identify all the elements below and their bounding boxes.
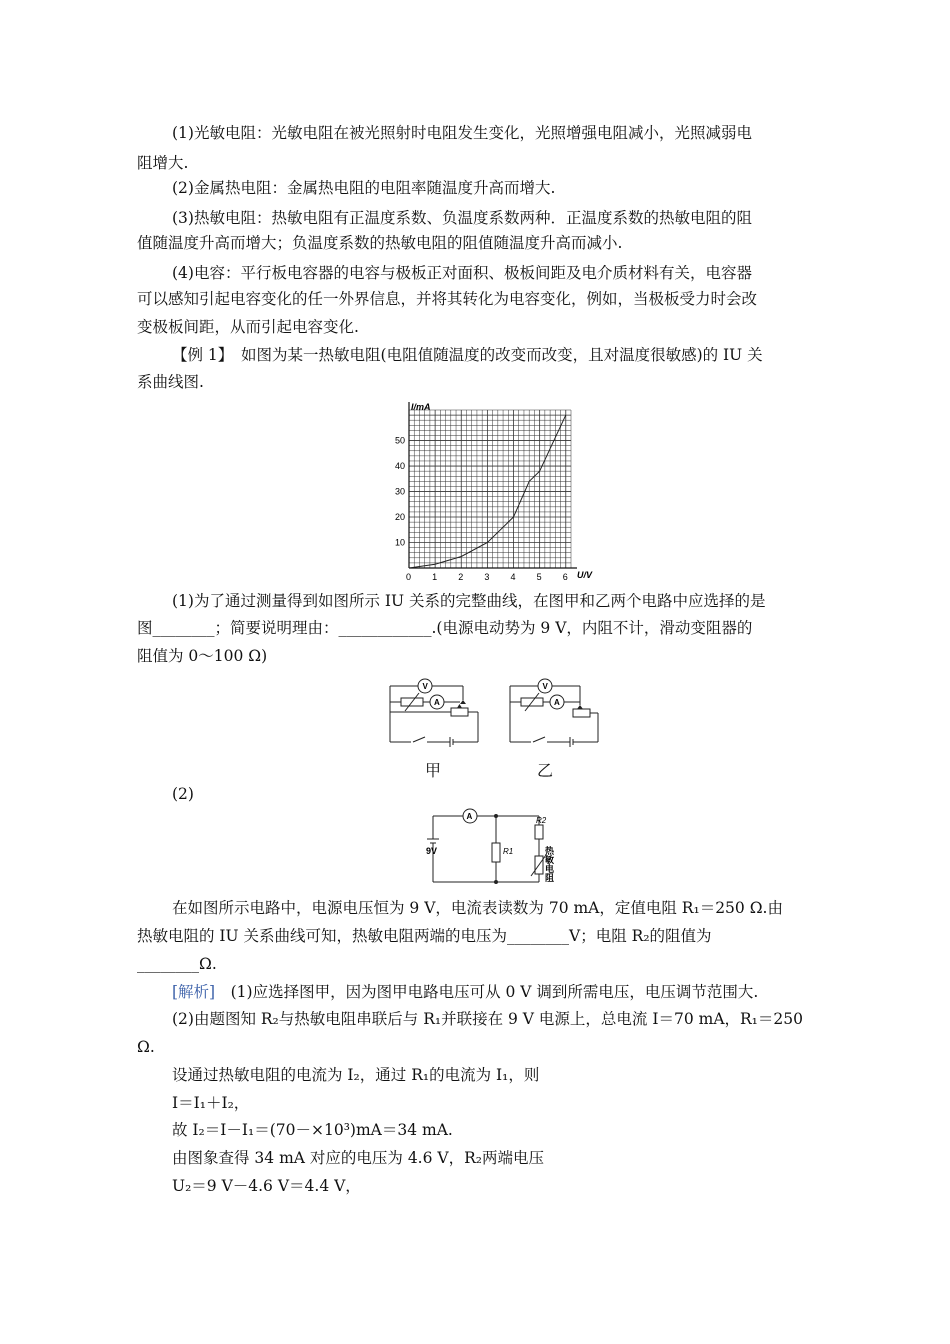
text-line: 变极板间距，从而引起电容变化. [137,318,359,336]
circuit-jia [385,675,485,750]
example-heading: 【例 1】 如图为某一热敏电阻(电阻值随温度的改变而改变，且对温度很敏感)的 IU 关 [172,346,763,364]
solution-line: (2)由题图知 R₂与热敏电阻串联后与 R₁并联接在 9 V 电源上，总电流 I＝70 mA，R₁＝250 [172,1010,803,1028]
y-tick-label: 10 [395,537,406,548]
ammeter-label: A [554,698,560,707]
text-line: 系曲线图. [137,373,204,391]
solution-line: I＝I₁＋I₂， [172,1094,250,1112]
r1-label: R1 [503,847,514,856]
y-tick-label: 20 [395,512,406,523]
jiexi-tag: [解析] [172,983,216,1001]
question-2: 热敏电阻的 IU 关系曲线可知，热敏电阻两端的电压为________V；电阻 R₂的阻值为 [137,927,712,945]
thermistor-label: 热敏电阻 [544,846,554,882]
voltmeter-label: V [542,682,548,691]
voltmeter-label: V [422,682,428,691]
y-tick-labels [395,436,405,548]
text-line: (4)电容：平行板电容器的电容与极板正对面积、极板间距及电介质材料有关，电容器 [172,264,752,282]
x-tick-label: 3 [484,572,490,582]
question-1: 阻值为 0～100 Ω) [137,647,268,665]
solution-line: U₂＝9 V－4.6 V＝4.4 V， [172,1177,361,1195]
x-tick-label: 0 [406,572,412,582]
x-tick-label: 5 [536,572,542,582]
caption-yi: 乙 [537,761,554,780]
solution-text: (1)应选择图甲，因为图甲电路电压可从 0 V 调到所需电压，电压调节范围大. [215,983,759,1001]
x-tick-labels [406,572,568,582]
circuit-2 [425,808,565,890]
x-axis-label: U/V [577,570,593,580]
text-line: 阻增大. [137,154,189,172]
ammeter-label: A [466,812,473,821]
y-tick-label: 30 [395,486,406,497]
question-2-label: (2) [172,785,194,803]
y-tick-label: 40 [395,461,406,472]
x-tick-label: 6 [562,572,568,582]
text-line: (3)热敏电阻：热敏电阻有正温度系数、负温度系数两种．正温度系数的热敏电阻的阻 [172,209,752,227]
chart-grid [409,410,571,568]
solution-line: 设通过热敏电阻的电流为 I₂，通过 R₁的电流为 I₁，则 [172,1066,540,1084]
y-axis-label: I/mA [411,402,431,412]
x-tick-label: 2 [458,572,464,582]
question-2: ________Ω. [137,955,217,973]
solution-line: 由图象查得 34 mA 对应的电压为 4.6 V，R₂两端电压 [172,1149,544,1167]
question-2: 在如图所示电路中，电源电压恒为 9 V，电流表读数为 70 mA，定值电阻 R₁＝250 Ω.由 [172,899,783,917]
y-tick-label: 50 [395,435,406,446]
text-line: (2)金属热电阻：金属热电阻的电阻率随温度升高而增大. [172,179,556,197]
solution-line: 故 I₂＝I－I₁＝(70－×10³)mA＝34 mA. [172,1121,453,1139]
ammeter-label: A [434,698,440,707]
caption-jia: 甲 [425,761,442,780]
source-label: 9V [426,846,438,856]
text-line: 值随温度升高而增大；负温度系数的热敏电阻的阻值随温度升高而减小. [137,234,623,252]
chart-axes [409,402,577,568]
x-tick-label: 4 [510,572,516,582]
circuit-yi [505,675,605,750]
text-line: (1)光敏电阻：光敏电阻在被光照射时电阻发生变化，光照增强电阻减小，光照减弱电 [172,124,752,142]
iu-chart [385,398,600,585]
text-line: 可以感知引起电容变化的任一外界信息，并将其转化为电容变化，例如，当极板受力时会改 [137,290,758,308]
solution-line [172,981,758,1003]
r2-label: R2 [536,816,547,825]
solution-line: Ω. [137,1038,155,1056]
question-1: 图________；简要说明理由：____________.(电源电动势为 9 V，内阻不计，滑动变阻器的 [137,619,753,637]
x-tick-label: 1 [432,572,438,582]
question-1: (1)为了通过测量得到如图所示 IU 关系的完整曲线，在图甲和乙两个电路中应选择的是 [172,592,766,610]
